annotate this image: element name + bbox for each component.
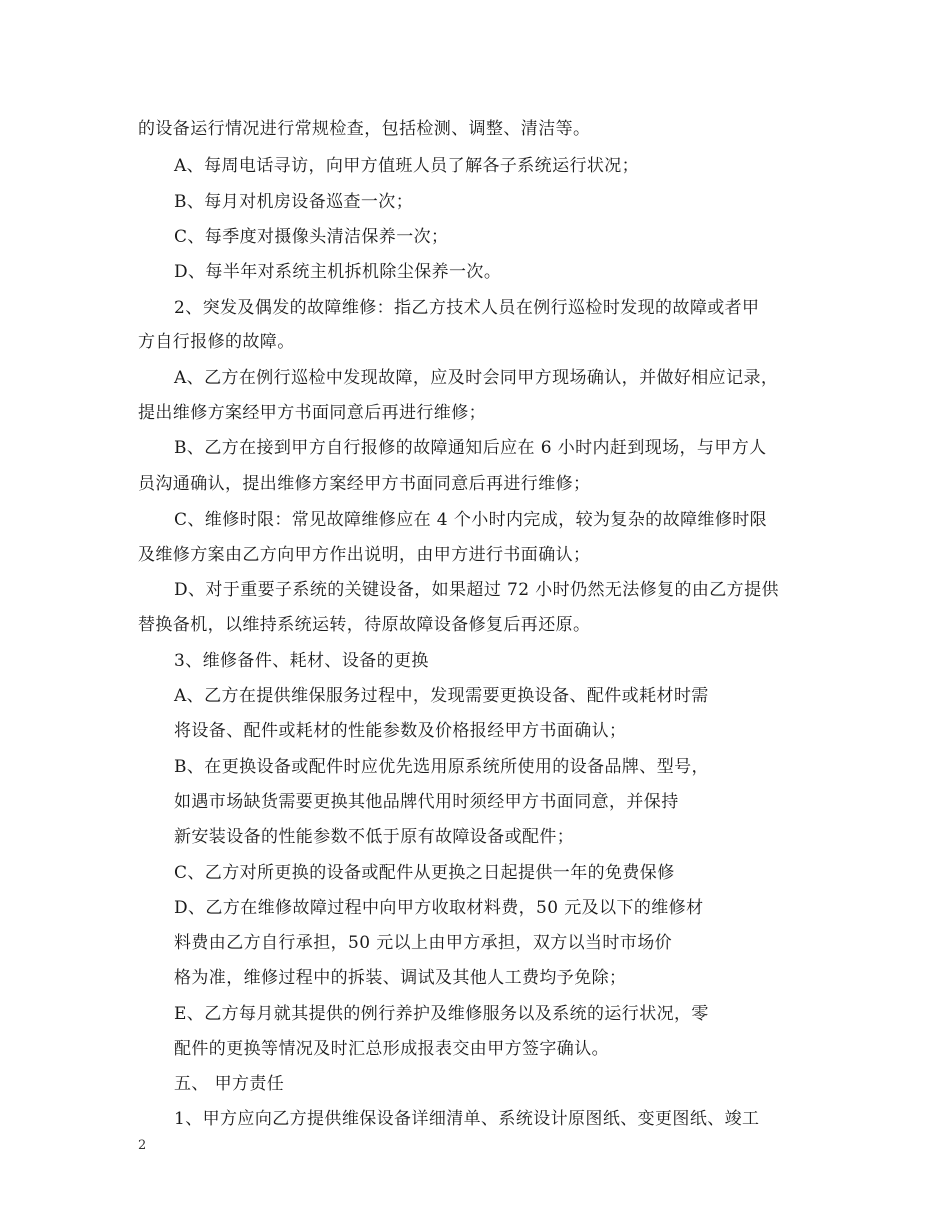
text-line: 提出维修方案经甲方书面同意后再进行维修； <box>138 403 486 423</box>
text-line: 料费由乙方自行承担，50 元以上由甲方承担，双方以当时市场价 <box>174 933 673 953</box>
text-line: 格为准，维修过程中的拆装、调试及其他人工费均予免除； <box>174 968 627 988</box>
text-line: 方自行报修的故障。 <box>138 332 295 352</box>
text-line: E、乙方每月就其提供的例行养护及维修服务以及系统的运行状况，零 <box>174 1004 709 1024</box>
text-line: 将设备、配件或耗材的性能参数及价格报经甲方书面确认； <box>174 721 627 741</box>
page-number: 2 <box>138 1138 147 1153</box>
text-line: 及维修方案由乙方向甲方作出说明，由甲方进行书面确认； <box>138 545 591 565</box>
text-line: 配件的更换等情况及时汇总形成报表交由甲方签字确认。 <box>174 1039 609 1059</box>
text-line: D、每半年对系统主机拆机除尘保养一次。 <box>174 262 502 282</box>
text-line: 替换备机，以维持系统运转，待原故障设备修复后再还原。 <box>138 615 591 635</box>
text-line: D、乙方在维修故障过程中向甲方收取材料费，50 元及以下的维修材 <box>174 898 704 918</box>
text-line: 1、甲方应向乙方提供维保设备详细清单、系统设计原图纸、变更图纸、竣工 <box>174 1109 760 1129</box>
text-line: B、在更换设备或配件时应优先选用原系统所使用的设备品牌、型号， <box>174 757 709 777</box>
text-line: 员沟通确认，提出维修方案经甲方书面同意后再进行维修； <box>138 474 591 494</box>
text-line: A、乙方在例行巡检中发现故障，应及时会同甲方现场确认，并做好相应记录， <box>174 368 779 388</box>
section-heading: 五、 甲方责任 <box>174 1074 285 1094</box>
text-line: B、乙方在接到甲方自行报修的故障通知后应在 6 小时内赶到现场，与甲方人 <box>174 438 767 458</box>
text-line: 如遇市场缺货需要更换其他品牌代用时须经甲方书面同意，并保持 <box>174 792 679 812</box>
text-line: C、每季度对摄像头清洁保养一次； <box>174 227 449 247</box>
text-line: D、对于重要子系统的关键设备，如果超过 72 小时仍然无法修复的由乙方提供 <box>174 580 779 600</box>
text-line: C、乙方对所更换的设备或配件从更换之日起提供一年的免费保修 <box>174 863 675 883</box>
text-line: A、乙方在提供维保服务过程中，发现需要更换设备、配件或耗材时需 <box>174 686 709 706</box>
text-line: A、每周电话寻访，向甲方值班人员了解各子系统运行状况； <box>174 156 640 176</box>
text-line: B、每月对机房设备巡查一次； <box>174 192 414 212</box>
text-line: C、维修时限：常见故障维修应在 4 个小时内完成，较为复杂的故障维修时限 <box>174 510 768 530</box>
section-heading: 3、维修备件、耗材、设备的更换 <box>174 651 429 671</box>
text-line: 2、突发及偶发的故障维修：指乙方技术人员在例行巡检时发现的故障或者甲 <box>174 298 760 318</box>
text-line: 的设备运行情况进行常规检查，包括检测、调整、清洁等。 <box>138 119 591 139</box>
text-line: 新安装设备的性能参数不低于原有故障设备或配件； <box>174 827 575 847</box>
